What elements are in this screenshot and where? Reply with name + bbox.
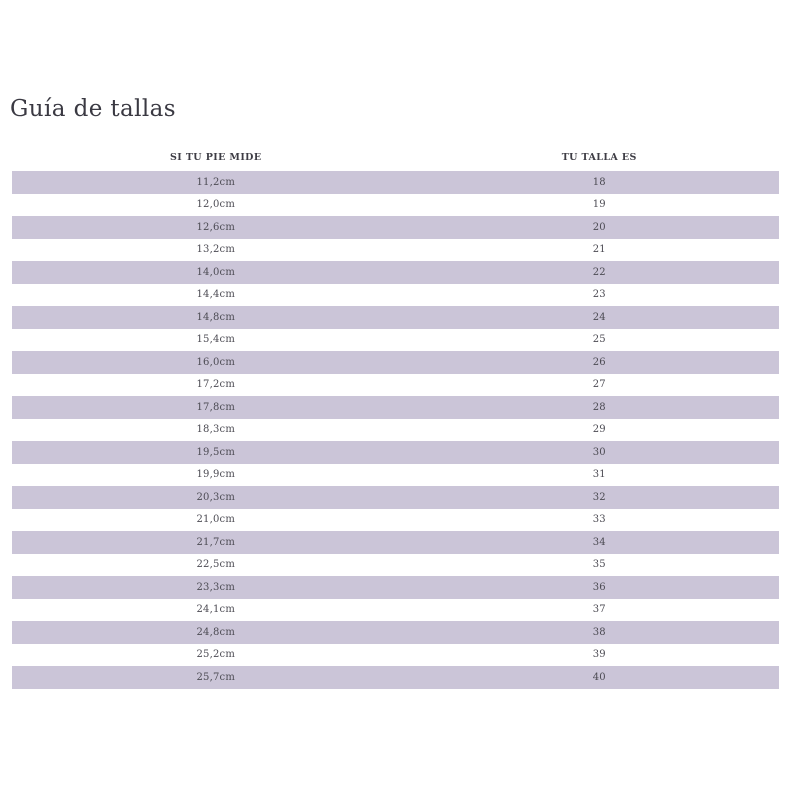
size-cell: 29 — [592, 424, 606, 436]
page-title: Guía de tallas — [10, 96, 176, 122]
foot-measurement-cell: 19,9cm — [196, 469, 236, 481]
size-guide-table — [12, 144, 779, 689]
table-row — [12, 531, 779, 554]
table-row — [12, 284, 779, 307]
size-cell: 33 — [592, 514, 606, 526]
size-cell: 38 — [592, 626, 606, 638]
table-row — [12, 576, 779, 599]
table-row — [12, 306, 779, 329]
table-row — [12, 351, 779, 374]
table-row — [12, 171, 779, 194]
table-row — [12, 194, 779, 217]
table-row — [12, 621, 779, 644]
size-cell: 22 — [592, 266, 606, 278]
size-cell: 30 — [592, 446, 606, 458]
column-header-size: TU TALLA ES — [561, 152, 637, 163]
size-cell: 23 — [592, 289, 606, 301]
foot-measurement-cell: 21,7cm — [196, 536, 236, 548]
foot-measurement-cell: 13,2cm — [196, 244, 236, 256]
column-header-foot-measure: SI TU PIE MIDE — [170, 152, 262, 163]
size-cell: 34 — [592, 536, 606, 548]
foot-measurement-cell: 24,1cm — [196, 604, 236, 616]
size-cell: 19 — [592, 199, 606, 211]
foot-measurement-cell: 18,3cm — [196, 424, 236, 436]
size-cell: 18 — [592, 176, 606, 188]
size-cell: 28 — [592, 401, 606, 413]
table-row — [12, 554, 779, 577]
foot-measurement-cell: 24,8cm — [196, 626, 236, 638]
size-cell: 25 — [592, 334, 606, 346]
table-row — [12, 464, 779, 487]
size-cell: 32 — [592, 491, 606, 503]
foot-measurement-cell: 22,5cm — [196, 559, 236, 571]
size-cell: 24 — [592, 311, 606, 323]
size-cell: 26 — [592, 356, 606, 368]
foot-measurement-cell: 12,6cm — [196, 221, 236, 233]
size-cell: 36 — [592, 581, 606, 593]
size-cell: 27 — [592, 379, 606, 391]
table-header-row — [12, 144, 779, 171]
foot-measurement-cell: 14,4cm — [196, 289, 236, 301]
foot-measurement-cell: 19,5cm — [196, 446, 236, 458]
size-cell: 40 — [592, 671, 606, 683]
table-body — [12, 171, 779, 689]
foot-measurement-cell: 25,7cm — [196, 671, 236, 683]
table-row — [12, 261, 779, 284]
table-row — [12, 441, 779, 464]
foot-measurement-cell: 12,0cm — [196, 199, 236, 211]
foot-measurement-cell: 21,0cm — [196, 514, 236, 526]
foot-measurement-cell: 25,2cm — [196, 649, 236, 661]
table-row — [12, 486, 779, 509]
foot-measurement-cell: 15,4cm — [196, 334, 236, 346]
size-cell: 39 — [592, 649, 606, 661]
size-cell: 31 — [592, 469, 606, 481]
foot-measurement-cell: 17,2cm — [196, 379, 236, 391]
table-row — [12, 374, 779, 397]
foot-measurement-cell: 20,3cm — [196, 491, 236, 503]
table-row — [12, 329, 779, 352]
size-cell: 35 — [592, 559, 606, 571]
size-cell: 37 — [592, 604, 606, 616]
foot-measurement-cell: 23,3cm — [196, 581, 236, 593]
table-row — [12, 216, 779, 239]
foot-measurement-cell: 16,0cm — [196, 356, 236, 368]
table-row — [12, 239, 779, 262]
table-row — [12, 509, 779, 532]
table-row — [12, 396, 779, 419]
foot-measurement-cell: 11,2cm — [196, 176, 236, 188]
table-row — [12, 599, 779, 622]
foot-measurement-cell: 17,8cm — [196, 401, 236, 413]
foot-measurement-cell: 14,8cm — [196, 311, 236, 323]
foot-measurement-cell: 14,0cm — [196, 266, 236, 278]
table-row — [12, 644, 779, 667]
size-cell: 20 — [592, 221, 606, 233]
table-row — [12, 419, 779, 442]
size-cell: 21 — [592, 244, 606, 256]
table-row — [12, 666, 779, 689]
